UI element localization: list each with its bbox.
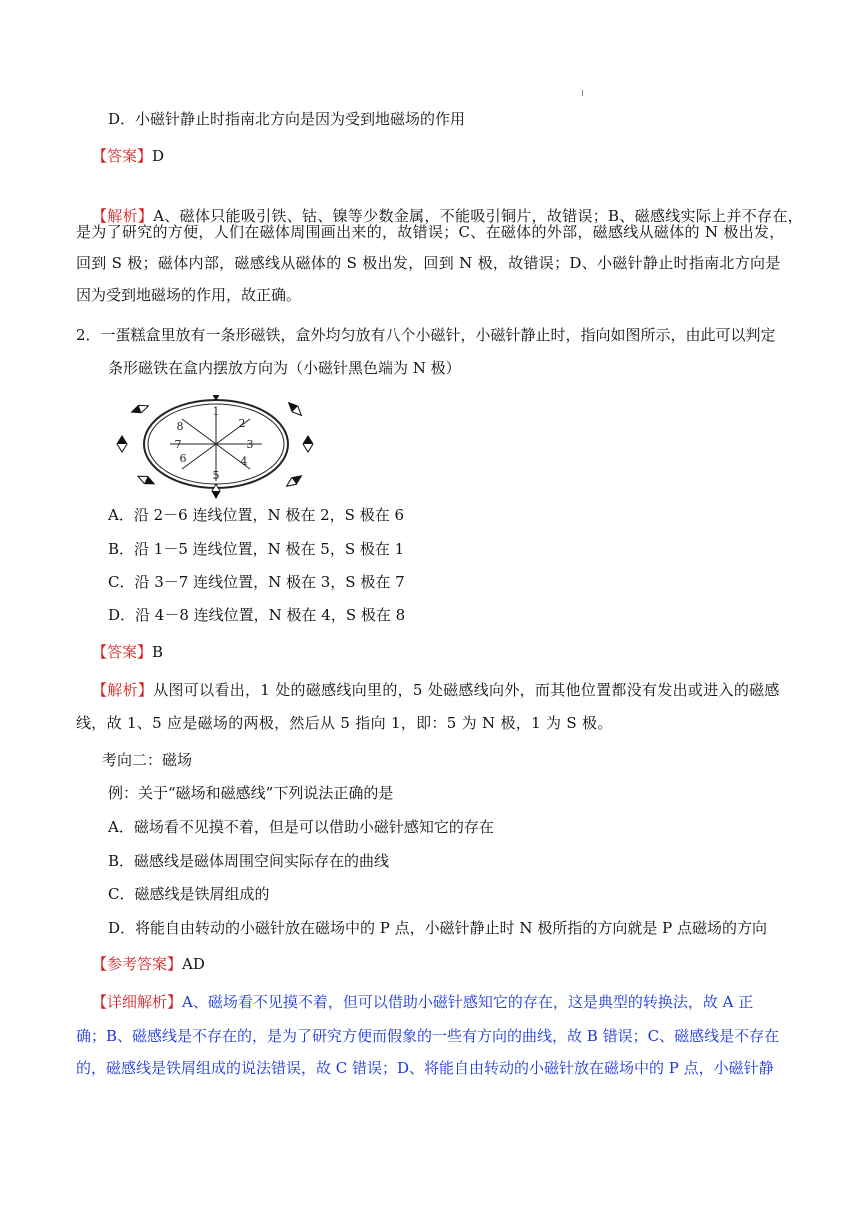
compass-needle-3 [303,436,313,452]
q2-option-a: A．沿 2－6 连线位置，N 极在 2，S 极在 6 [108,506,405,524]
compass-diagram [108,395,328,499]
q2-option-c: C．沿 3－7 连线位置，N 极在 3，S 极在 7 [108,573,405,591]
example-option-c: C．磁感线是铁屑组成的 [108,885,270,903]
q2-stem-line-2: 条形磁铁在盒内摆放方向为（小磁针黑色端为 N 极） [108,359,461,377]
label-4: 4 [240,455,248,468]
q2-analysis-line-2: 线，故 1、5 应是磁场的两极，然后从 5 指向 1，即：5 为 N 极，1 为 S 极。 [76,714,613,732]
ref-answer: 【参考答案】AD [92,955,205,973]
q1-option-d: D．小磁针静止时指南北方向是因为受到地磁场的作用 [108,110,466,128]
q2-option-d: D．沿 4－8 连线位置，N 极在 4，S 极在 8 [108,606,406,624]
detail-line-2: 确；B、磁感线是不存在的，是为了研究方便而假象的一些有方向的曲线，故 B 错误；C、磁感线是不存在 [76,1027,780,1045]
label-8: 8 [176,420,184,433]
detail-line-3: 的，磁感线是铁屑组成的说法错误，故 C 错误；D、将能自由转动的小磁针放在磁场中的 P 点，小磁针静 [76,1059,774,1077]
detail-line-1: 【详细解析】A、磁场看不见摸不着，但可以借助小磁针感知它的存在，这是典型的转换法，故 A 正 [92,993,754,1011]
compass-needle-2 [286,400,304,418]
label-7: 7 [174,438,182,451]
example-option-b: B．磁感线是磁体周围空间实际存在的曲线 [108,852,390,870]
q1-answer [92,146,164,166]
q1-analysis-line-2: 是为了研究的方便，人们在磁体周围画出来的，故错误；C、在磁体的外部，磁感线从磁体的 N 极出发， [76,223,785,241]
section-heading: 考向二：磁场 [102,751,193,769]
q1-analysis-line-1: 【解析】A、磁体只能吸引铁、钴、镍等少数金属，不能吸引铜片，故错误；B、磁感线实际上并不存在， [92,207,803,225]
compass-needle-4 [284,473,303,490]
label-5: 5 [212,469,220,482]
label-3: 3 [246,438,254,451]
answer-value: D [152,147,165,165]
compass-needle-7 [117,436,127,452]
compass-needle-5 [212,484,220,498]
label-6: 6 [179,452,187,465]
q2-option-b: B．沿 1－5 连线位置，N 极在 5，S 极在 1 [108,540,405,558]
q1-analysis-line-4: 因为受到地磁场的作用，故正确。 [76,286,302,304]
analysis-label: 【解析】 [92,207,154,225]
q1-analysis-line-3: 回到 S 极；磁体内部，磁感线从磁体的 S 极出发，回到 N 极，故错误；D、小磁针静止时指南北方向是 [76,254,781,272]
q2-answer: 【答案】B [92,643,164,661]
label-1: 1 [212,405,220,418]
header-tick-mark [582,90,583,96]
q2-stem-line-1: 2．一蛋糕盒里放有一条形磁铁，盒外均匀放有八个小磁针，小磁针静止时，指向如图所示，由此可以判定 [76,326,776,344]
example-option-d: D．将能自由转动的小磁针放在磁场中的 P 点，小磁针静止时 N 极所指的方向就是 P 点磁场的方向 [108,919,767,937]
example-option-a: A．磁场看不见摸不着，但是可以借助小磁针感知它的存在 [108,818,494,836]
compass-needle-8 [130,402,150,416]
example-stem: 例：关于“磁场和磁感线”下列说法正确的是 [108,784,394,802]
compass-needle-6 [136,473,156,488]
q2-analysis-line-1: 【解析】从图可以看出，1 处的磁感线向里的，5 处磁感线向外，而其他位置都没有发出或进入的磁感 [92,681,780,699]
label-2: 2 [238,417,246,430]
answer-label: 【答案】 [92,147,153,165]
